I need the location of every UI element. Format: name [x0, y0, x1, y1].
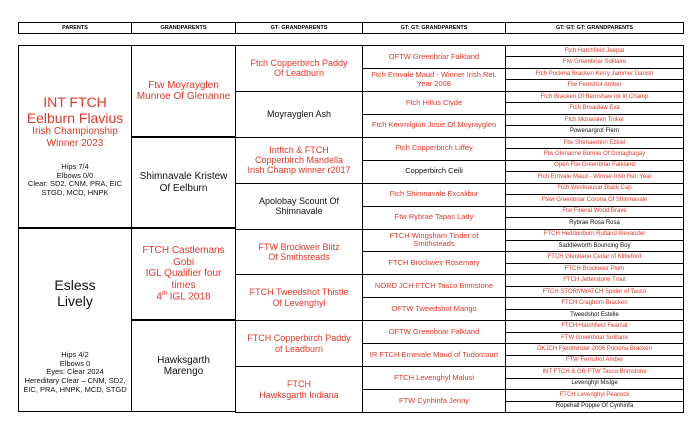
header-gt-gt-grandparents — [362, 22, 506, 34]
ancestor-name: Powenargrof Flern — [569, 128, 620, 135]
header-grandparents — [131, 22, 236, 34]
ancestor-name: Ftch Westeausar Black Cap — [557, 185, 632, 192]
ancestor-name: FTCH Brockweir Plum — [564, 265, 625, 272]
ancestor-name-line: Ftch Copperbirch Liffey — [395, 143, 473, 153]
ancestor-name-line: Copperbirch Mandella — [254, 155, 344, 166]
dam-cell — [18, 228, 132, 412]
ancestor-name-line: FTW Brockweir Blitz — [258, 241, 340, 252]
ancestor-name-line: OFTW Greenbriar Falkland — [388, 326, 480, 336]
gt-grandparents-cell — [235, 45, 363, 92]
gt-grandparents-cell — [235, 320, 363, 367]
dam-clear-line2: EIC, PRA, HNPK, MCD, STGD — [23, 384, 127, 394]
gt-gt-grandparents-cell — [362, 274, 506, 298]
sire-title: INT FTCH — [43, 94, 107, 110]
ancestor-name-line: Of Smithsteads — [268, 251, 330, 262]
sire-name: Eelburn Flavius — [26, 110, 124, 127]
dam-clear-line1: Hereditary Clear – CNM, SD2, — [24, 376, 126, 386]
ancestor-name-line: Moyrayglen Ash — [266, 109, 332, 120]
grandparent-1-line2: Munroe Of Glenanne — [136, 91, 231, 102]
dam-name-line1: Esless — [54, 277, 96, 293]
grandparent-3-ordinal: 4 — [156, 291, 162, 303]
gt-gt-grandparents-cell — [362, 320, 506, 344]
ancestor-name: Ftw Greenbriar Solitaire — [562, 59, 627, 66]
ancestor-name-line: Apolobay Scount Of — [258, 195, 340, 206]
ancestor-name-line: Copperbirch Ceili — [405, 166, 463, 176]
gt-gt-grandparents-cell — [362, 251, 506, 275]
ancestor-name: FTCH Cragborn Bracken — [561, 300, 628, 307]
gt-grandparents-cell — [235, 183, 363, 230]
grandparent-3-line5 — [156, 291, 210, 303]
header-gt-gt-grandparents-text: GT: GT: GRANDPARENTS — [400, 24, 468, 31]
ancestor-name-line: Smithsteads — [413, 239, 455, 249]
grandparent-3-line2: Gobi — [172, 256, 195, 268]
ancestor-name: Ftch Moravalen Tinker — [564, 116, 625, 123]
dam-eyes: Eyes: Clear 2024 — [46, 367, 104, 377]
header-gt-gt-gt-grandparents-text: GT: GT: GT: GRANDPARENTS — [555, 24, 634, 31]
gt-gt-grandparents-cell — [362, 91, 506, 115]
grandparent-3-line3: IGL Qualifier four — [145, 268, 222, 280]
grandparent-3-line4: times — [171, 279, 196, 291]
ancestor-name-line: FTCH Copperbirch Paddy — [247, 333, 351, 344]
ancestor-name-line: Year 2008 — [417, 78, 451, 88]
grandparent-3 — [131, 228, 236, 320]
ancestor-name-line: Irish Champ winner r2017 — [247, 165, 351, 176]
gt-gt-grandparents-cell — [362, 137, 506, 161]
grandparent-1 — [131, 45, 236, 137]
ancestor-name-line: FTCH Wingsham Tinder of — [389, 230, 479, 240]
ancestor-name-line: Of Leadburn — [273, 68, 325, 79]
ancestor-name-line: OFTW Tweedshot Mango — [391, 303, 477, 313]
ancestor-name: Ftw Shenaerrinn Ezkiel — [563, 139, 626, 146]
ancestor-name-line: Ftw Rybrae Tapas Lady — [394, 212, 474, 222]
gt-gt-grandparents-cell — [362, 160, 506, 184]
grandparent-3-event: IGL 2018 — [167, 291, 211, 303]
header-parents — [18, 22, 132, 34]
ancestor-name: Ftch Ernvale Maud - Winner Irish Ret. Year — [537, 173, 652, 180]
ancestor-name-line: FTCH Tweedshot Thistle — [249, 287, 349, 298]
ancestor-name: Ftch Hatchfield Jeepat — [564, 47, 625, 54]
ancestor-name: Rybrae Rosa Rosa — [569, 219, 620, 226]
grandparent-2-line1: Shimnavale Kristew — [139, 171, 228, 182]
header-gt-grandparents — [235, 22, 363, 34]
ancestor-name: Saddleworth Bouncing Boy — [558, 242, 631, 249]
grandparent-4 — [131, 320, 236, 412]
ancestor-name-line: OFTW Greenbriar Falkland — [388, 51, 480, 61]
ancestor-name: Ftch Pockina Bracken Kerry Jammer Danish — [535, 70, 654, 77]
sire-achievement-year: Winner 2023 — [46, 137, 104, 149]
ancestor-name-line: IR FTCH Ernevale Maud of Tudorcourt — [369, 349, 499, 359]
gt-gt-grandparents-cell — [362, 297, 506, 321]
sire-achievement: Irish Championship — [32, 126, 118, 138]
gt-grandparents-cell — [235, 91, 363, 138]
gt-gt-grandparents-cell — [362, 68, 506, 92]
header-gt-grandparents-text: GT- GRANDPARENTS — [270, 24, 328, 31]
ancestor-name: FTCH Hatchfield Fearcat — [561, 323, 628, 330]
sire-cell — [18, 45, 132, 228]
gt-gt-grandparents-cell — [362, 366, 506, 390]
grandparent-2 — [131, 137, 236, 228]
ancestor-name-line: Hawksgarth Indiana — [259, 389, 339, 400]
gt-gt-grandparents-cell — [362, 114, 506, 138]
grandparent-4-line2: Marengo — [163, 366, 204, 377]
ancestor-name: DKJCH Fjeldminder 2006 Pockina Bracken — [537, 345, 652, 352]
gt-gt-grandparents-cell — [362, 45, 506, 69]
ancestor-name: Open Ftw Greenbriar Falkland — [554, 162, 635, 169]
ancestor-name: Ftw Glenanne Bonnie Of Donaghagay — [543, 151, 646, 157]
grandparent-3-ordinal-suffix: th — [161, 291, 167, 298]
ancestor-name: FTCH Levenghyl Peacock — [559, 391, 630, 398]
ancestor-name-line: FTCH Levenghyl Malusi — [393, 372, 475, 382]
sire-clear-line2: STGD, MCD, HNPK — [41, 188, 109, 198]
sire-elbows: Elbows 0/0 — [56, 170, 94, 180]
grandparent-4-line1: Hawksgarth — [157, 354, 210, 366]
header-grandparents-text: GRANDPARENTS — [160, 24, 207, 31]
gt-gt-grandparents-cell — [362, 229, 506, 253]
ancestor-name: Ftw Fernshot Amber — [567, 82, 622, 89]
ancestor-name: FTCH STORMWATCH Spider of Tasco — [542, 288, 647, 295]
dam-elbows: Elbows 0 — [59, 358, 91, 368]
header-gt-gt-gt-grandparents — [505, 22, 684, 34]
ancestor-name-line: Of Levenghyl — [272, 297, 326, 308]
ancestor-name-line: FTCH — [287, 379, 311, 390]
sire-clear-line1: Clear: SD2, CNM, PRA, EIC — [27, 179, 123, 189]
gt-gt-grandparents-cell — [362, 183, 506, 207]
ancestor-name-line: Intftch & FTCH — [269, 144, 329, 155]
gt-gt-gt-grandparents-cell — [505, 401, 684, 413]
gt-grandparents-cell — [235, 366, 363, 413]
grandparent-1-line1: Ftw Moyrayglen — [148, 79, 219, 91]
header-parents-text: PARENTS — [62, 24, 88, 31]
dam-name-line2: Lively — [57, 293, 93, 310]
ancestor-name-line: of Leadburn — [274, 343, 324, 354]
ancestor-name: Ftew Greenbriar Corona Of Shimnavale — [541, 196, 648, 203]
ancestor-name: INT FTCH & GR FTW Tasco Brimstone — [542, 368, 647, 375]
ancestor-name: Tweedshot Estelle — [570, 311, 619, 318]
gt-grandparents-cell — [235, 137, 363, 184]
ancestor-name-line: Shimnavale — [275, 206, 323, 217]
ancestor-name: Ropehall Poppie Of Cynhinfa — [555, 403, 634, 410]
gt-gt-grandparents-cell — [362, 206, 506, 230]
ancestor-name-line: Ftch Shimnavale Excalibur — [389, 189, 479, 199]
ancestor-name-line: Ftch Hillus Clyde — [405, 97, 463, 107]
gt-gt-grandparents-cell — [362, 343, 506, 367]
ancestor-name-line: Ftch Kenmilguin Josie Of Moyrayglen — [371, 120, 497, 130]
ancestor-name-line: FTCH Brockweir Rosemary — [388, 258, 480, 268]
grandparent-3-line1: FTCH Castlemans — [142, 245, 225, 257]
ancestor-name: FTW Fernshot Amber — [565, 357, 624, 364]
ancestor-name-line: NORD JCH FTCH Tasco Brimstone — [374, 281, 494, 291]
ancestor-name: Ftw Fineral Wood Brave — [562, 208, 627, 215]
ancestor-name: FTCH Jetterstone Trout — [563, 277, 626, 284]
ancestor-name-line: Ftch Copperbirch Paddy — [250, 58, 348, 69]
ancestor-name: FTCH Glenbane Cedar of Kilbeford — [547, 254, 642, 261]
ancestor-name: Ftch Bracken Of Bernshaw Int Irl Champ — [540, 93, 649, 100]
ancestor-name-line: FTW Cynhinfa Jenny — [398, 395, 470, 405]
ancestor-name: Ftch Broadlaw Eva — [569, 105, 620, 112]
dam-hips: Hips 4/2 — [61, 350, 89, 360]
ancestor-name: FTW Greenbriar Solitaire — [561, 334, 628, 341]
gt-grandparents-cell — [235, 229, 363, 276]
gt-gt-grandparents-cell — [362, 389, 506, 413]
gt-grandparents-cell — [235, 274, 363, 321]
grandparent-2-line2: Of Eelburn — [159, 182, 208, 194]
ancestor-name: FTCH Heddonburn Rutland Alexander — [543, 231, 646, 238]
ancestor-name: Levenghyl Mislge — [571, 380, 618, 387]
sire-hips: Hips 7/4 — [61, 162, 89, 172]
ancestor-name-line: Ftch Ernvale Maud - Winner Irish Ret. — [371, 70, 497, 80]
